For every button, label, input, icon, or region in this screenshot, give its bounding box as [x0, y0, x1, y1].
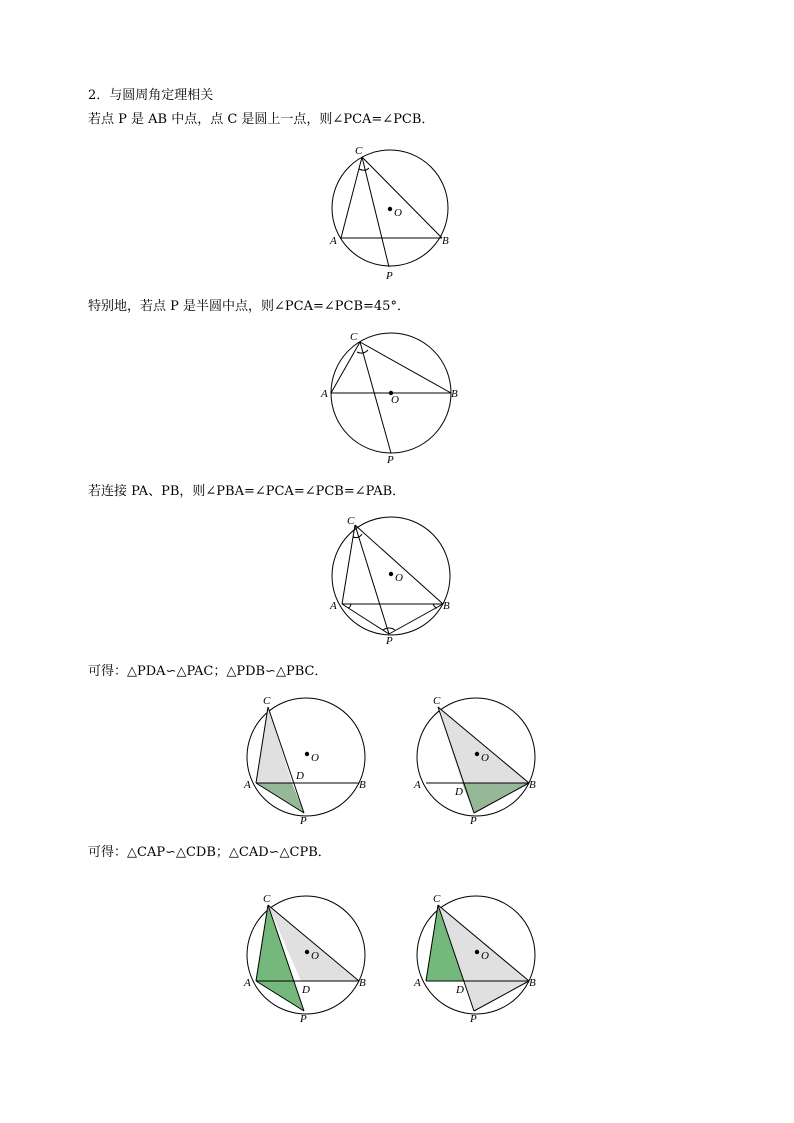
- chord-cb: [360, 342, 451, 393]
- label-c: C: [263, 695, 271, 707]
- label-b: B: [443, 600, 450, 612]
- center-dot: [475, 752, 479, 756]
- label-c: C: [355, 145, 363, 157]
- label-b: B: [451, 388, 458, 400]
- figure-4b-similar-triangles: [408, 690, 543, 830]
- chord-cp: [360, 342, 391, 453]
- label-b: B: [359, 779, 366, 791]
- label-a: A: [321, 388, 328, 400]
- label-o: O: [311, 752, 319, 764]
- label-c: C: [350, 331, 358, 343]
- label-o: O: [481, 752, 489, 764]
- label-c: C: [433, 893, 441, 905]
- label-o: O: [395, 572, 403, 584]
- chord-cp: [362, 157, 389, 267]
- label-a: A: [330, 600, 337, 612]
- statement-3: 若连接 PA、PB，则∠PBA=∠PCA=∠PCB=∠PAB．: [88, 484, 406, 499]
- chord-ca: [341, 157, 362, 238]
- statement-5: 可得：△CAP∽△CDB；△CAD∽△CPB．: [88, 845, 331, 860]
- label-a: A: [244, 779, 251, 791]
- label-c: C: [347, 515, 355, 527]
- label-o: O: [391, 394, 399, 406]
- figure-5b-similar-triangles: [408, 888, 543, 1028]
- label-p: P: [386, 635, 393, 647]
- figure-3-inscribed-angles: [325, 512, 460, 650]
- label-d: D: [302, 984, 310, 996]
- label-o: O: [311, 950, 319, 962]
- label-b: B: [359, 977, 366, 989]
- label-p: P: [387, 454, 394, 466]
- angle-mark-p: [383, 628, 395, 630]
- label-a: A: [330, 235, 337, 247]
- center-dot: [475, 950, 479, 954]
- figure-2-semicircle: [319, 330, 464, 470]
- chord-cb: [355, 525, 443, 604]
- label-p: P: [300, 815, 307, 827]
- label-b: B: [529, 779, 536, 791]
- center-dot: [389, 572, 393, 576]
- label-p: P: [386, 270, 393, 282]
- angle-mark-b: [433, 604, 437, 608]
- label-a: A: [414, 977, 421, 989]
- chord-ca: [342, 525, 355, 604]
- label-o: O: [394, 207, 402, 219]
- section-heading: 2．与圆周角定理相关: [88, 88, 214, 103]
- label-p: P: [300, 1013, 307, 1025]
- statement-2: 特别地，若点 P 是半圆中点，则∠PCA=∠PCB=45°．: [88, 299, 410, 314]
- label-b: B: [529, 977, 536, 989]
- center-dot: [305, 752, 309, 756]
- chord-cb: [362, 157, 442, 238]
- statement-1: 若点 P 是 AB 中点，点 C 是圆上一点，则∠PCA=∠PCB．: [88, 112, 435, 127]
- figure-4a-similar-triangles: [238, 690, 373, 830]
- label-a: A: [244, 977, 251, 989]
- label-p: P: [470, 815, 477, 827]
- chord-cp: [355, 525, 389, 634]
- figure-5a-similar-triangles: [238, 888, 373, 1028]
- label-c: C: [263, 893, 271, 905]
- label-b: B: [442, 235, 449, 247]
- angle-mark-c: [359, 168, 369, 170]
- label-p: P: [470, 1013, 477, 1025]
- statement-4: 可得：△PDA∽△PAC；△PDB∽△PBC．: [88, 664, 328, 679]
- label-a: A: [414, 779, 421, 791]
- label-o: O: [481, 950, 489, 962]
- label-d: D: [455, 786, 463, 798]
- label-c: C: [433, 695, 441, 707]
- chord-ca: [331, 342, 360, 393]
- figure-1-circle-angle: [325, 140, 460, 285]
- center-dot: [388, 207, 392, 211]
- angle-mark-a: [348, 604, 351, 608]
- label-d: D: [296, 770, 304, 782]
- label-d: D: [456, 984, 464, 996]
- center-dot: [305, 950, 309, 954]
